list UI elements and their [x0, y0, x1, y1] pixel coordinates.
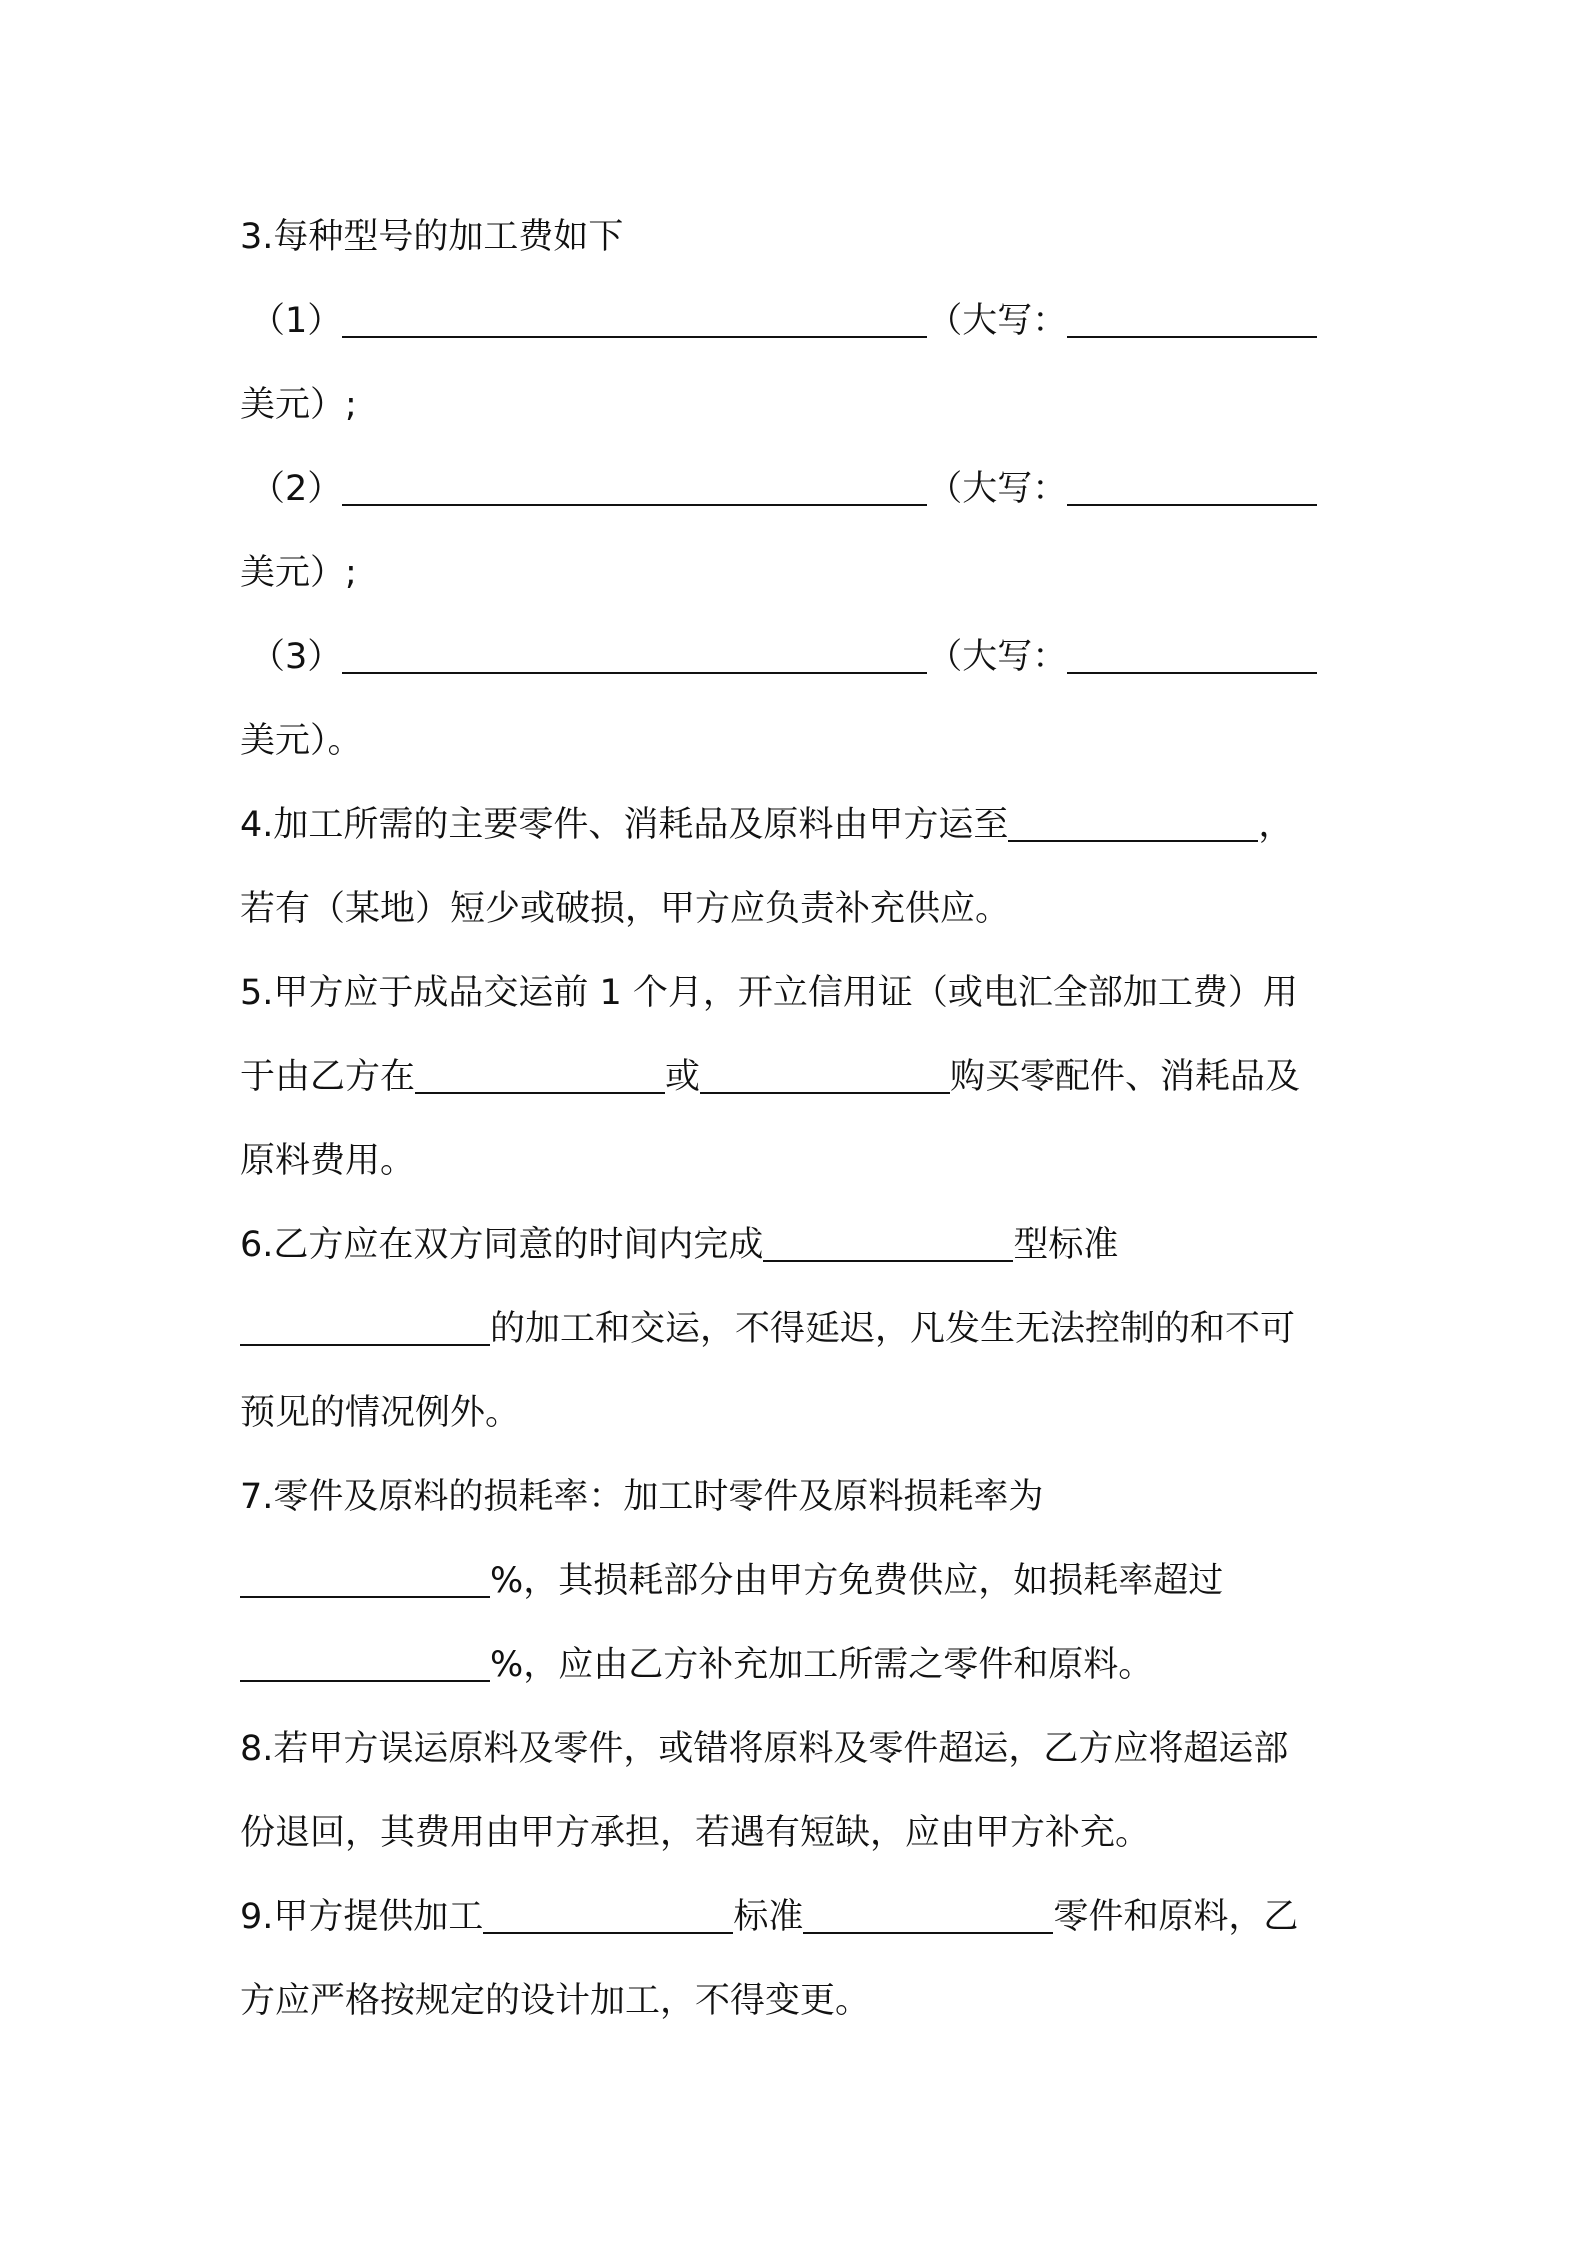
item-number: （3）: [250, 637, 343, 677]
fill-blank[interactable]: [415, 1056, 665, 1094]
clause-7: [240, 1455, 1360, 1539]
clause-4-cont: [240, 867, 1360, 951]
clause-5-cont: [240, 1035, 1360, 1119]
clause-9: [240, 1875, 1360, 1959]
text: 9.甲方提供加工: [240, 1897, 484, 1937]
fill-blank[interactable]: [700, 1056, 950, 1094]
clause-5: [240, 951, 1360, 1035]
fill-blank[interactable]: [1008, 804, 1258, 842]
text: ，: [1258, 805, 1294, 845]
clause-8: [240, 1707, 1360, 1791]
fee-item-1-cont: [240, 363, 1360, 447]
text: 预见的情况例外。: [240, 1393, 521, 1433]
text: 5.甲方应于成品交运前 1 个月，开立信用证（或电汇全部加工费）用: [240, 973, 1298, 1013]
clause-6-cont: [240, 1287, 1360, 1371]
fill-blank[interactable]: [342, 468, 927, 506]
text: %，其损耗部分由甲方免费供应，如损耗率超过: [490, 1561, 1224, 1601]
text: 的加工和交运，不得延迟，凡发生无法控制的和不可: [490, 1309, 1296, 1349]
clause-6-end: [240, 1371, 1360, 1455]
item-number: （2）: [250, 469, 343, 509]
clause-3-heading: [240, 195, 1360, 279]
fill-blank[interactable]: [1067, 468, 1317, 506]
clause-6: [240, 1203, 1360, 1287]
text: （大写：: [927, 301, 1068, 341]
clause-7-end: [240, 1623, 1360, 1707]
fill-blank[interactable]: [240, 1560, 490, 1598]
text: 美元）;: [240, 385, 357, 425]
fill-blank[interactable]: [240, 1644, 490, 1682]
text: 购买零配件、消耗品及: [950, 1057, 1301, 1097]
fill-blank[interactable]: [1067, 636, 1317, 674]
text: 方应严格按规定的设计加工，不得变更。: [240, 1981, 871, 2021]
text: 美元）;: [240, 553, 357, 593]
text: 原料费用。: [240, 1141, 416, 1181]
fee-item-2: [240, 447, 1360, 531]
item-number: （1）: [250, 301, 343, 341]
fill-blank[interactable]: [240, 1308, 490, 1346]
text: 或: [665, 1057, 701, 1097]
fill-blank[interactable]: [342, 636, 927, 674]
clause-7-cont: [240, 1539, 1360, 1623]
fee-item-3: [240, 615, 1360, 699]
fill-blank[interactable]: [803, 1896, 1053, 1934]
text: 美元）。: [240, 721, 363, 761]
clause-5-end: [240, 1119, 1360, 1203]
text: 于由乙方在: [240, 1057, 416, 1097]
fee-item-1: [240, 279, 1360, 363]
text: %，应由乙方补充加工所需之零件和原料。: [490, 1645, 1154, 1685]
clause-4: [240, 783, 1360, 867]
document-body: [240, 195, 1360, 2043]
text: 份退回，其费用由甲方承担，若遇有短缺，应由甲方补充。: [240, 1813, 1151, 1853]
text: 零件和原料，乙: [1053, 1897, 1299, 1937]
text: 7.零件及原料的损耗率：加工时零件及原料损耗率为: [240, 1477, 1044, 1517]
fee-item-3-cont: [240, 699, 1360, 783]
text: 若有（某地）短少或破损，甲方应负责补充供应。: [240, 889, 1011, 929]
clause-8-cont: [240, 1791, 1360, 1875]
text: （大写：: [927, 637, 1068, 677]
text: 4.加工所需的主要零件、消耗品及原料由甲方运至: [240, 805, 1009, 845]
text: 标准: [733, 1897, 804, 1937]
fill-blank[interactable]: [483, 1896, 733, 1934]
fill-blank[interactable]: [1067, 300, 1317, 338]
text: 型标准: [1013, 1225, 1119, 1265]
text: 3.每种型号的加工费如下: [240, 217, 624, 257]
fill-blank[interactable]: [342, 300, 927, 338]
text: 6.乙方应在双方同意的时间内完成: [240, 1225, 764, 1265]
text: 8.若甲方误运原料及零件，或错将原料及零件超运，乙方应将超运部: [240, 1729, 1289, 1769]
fill-blank[interactable]: [763, 1224, 1013, 1262]
clause-9-cont: [240, 1959, 1360, 2043]
fee-item-2-cont: [240, 531, 1360, 615]
text: （大写：: [927, 469, 1068, 509]
